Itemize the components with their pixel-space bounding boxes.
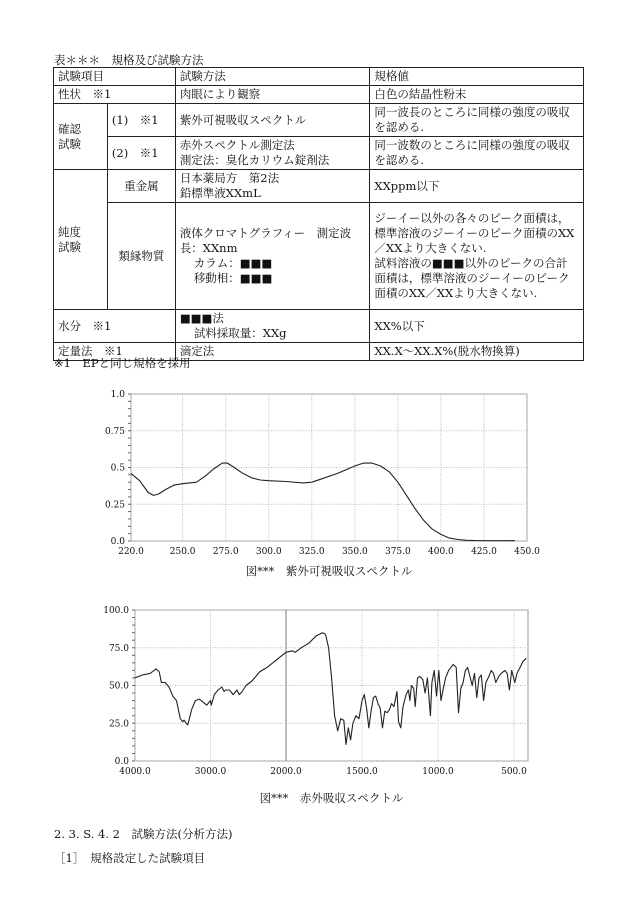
section-heading: 2. 3. S. 4. 2 試験方法(分析方法) [54,827,233,841]
x-tick-label: 400.0 [428,547,454,557]
spec-cell: 同一波数のところに同様の強度の吸収を認める. [370,137,584,170]
method-cell [175,137,370,170]
y-tick-label: 1.0 [110,390,125,400]
method-line: 鉛標準液XXmL [179,186,261,200]
x-tick-label: 375.0 [384,547,411,557]
item-cell: 性状 ※1 [54,86,176,104]
header-item: 試験項目 [54,68,176,86]
y-tick-label: 25.0 [108,719,129,730]
y-tick-label: 0.25 [104,500,125,511]
ir-spectrum-chart [95,600,535,810]
group-cell: 純度 試験 [54,170,108,310]
table-row [54,104,584,137]
x-tick-label: 300.0 [255,547,282,557]
y-tick-label: 100.0 [103,606,129,616]
spec-table [53,67,584,361]
y-tick-label: 75.0 [108,643,129,654]
x-tick-label: 2000.0 [270,767,302,777]
method-line: 日本薬局方 第2法 [179,171,280,185]
x-tick-label: 4000.0 [119,767,151,777]
spectrum-line [131,463,515,541]
subitem-cell: (1) ※1 [107,104,175,137]
chart-caption: 図*** 紫外可視吸収スペクトル [245,564,413,578]
section-subheading: ［1］ 規格設定した試験項目 [54,851,206,865]
method-line: 試料採取量：XXg [193,326,287,340]
group-cell: 確認 試験 [54,104,108,170]
uv-spectrum-chart [95,385,540,585]
table-header-row [54,68,584,86]
table-row [54,310,584,343]
x-tick-label: 350.0 [341,547,368,557]
x-tick-label: 450.0 [514,547,540,557]
x-tick-label: 3000.0 [194,767,227,777]
method-cell [175,170,370,203]
x-tick-label: 425.0 [471,547,497,557]
x-tick-label: 1000.0 [422,767,454,777]
spec-cell: XXppm以下 [370,170,584,203]
y-tick-label: 50.0 [108,681,129,692]
item-cell: 定量法 ※1 [54,343,176,361]
method-cell: 肉眼により観察 [175,86,370,104]
method-line: 赤外スペクトル測定法 [179,138,295,152]
method-cell: 滴定法 [175,343,370,361]
subitem-cell: 類縁物質 [107,203,175,310]
method-line: 測定法：臭化カリウム錠剤法 [179,153,330,167]
method-cell: 紫外可視吸収スペクトル [175,104,370,137]
y-tick-label: 0.5 [110,463,125,474]
spec-cell: 同一波長のところに同様の強度の吸収を認める. [370,104,584,137]
x-tick-label: 250.0 [169,547,196,557]
method-cell [175,203,370,310]
spec-line: 試料溶液の■■■以外のピークの合計面積は，標準溶液のジーイーのピーク面積のXX／XXより大きくない. [374,256,570,300]
spec-line: ジーイー以外の各々のピーク面積は，標準溶液のジーイーのピーク面積のXX／XXより大きくない. [374,211,575,255]
table-row [54,86,584,104]
x-tick-label: 500.0 [501,767,527,777]
y-tick-label: 0.0 [110,537,125,547]
table-row [54,203,584,310]
footnote: ※1 EPと同じ規格を採用 [54,356,191,370]
spec-cell: XX%以下 [370,310,584,343]
table-caption: 表＊＊＊ 規格及び試験方法 [54,53,204,67]
spec-cell: 白色の結晶性粉末 [370,86,584,104]
plot-frame [135,610,528,761]
spec-cell: XX.X～XX.X%(脱水物換算) [370,343,584,361]
method-line: ■■■法 [179,311,224,325]
subitem-cell: (2) ※1 [107,137,175,170]
item-cell: 水分 ※1 [54,310,176,343]
header-spec: 規格値 [370,68,584,86]
spec-cell [370,203,584,310]
method-line: カラム：■■■ [193,256,273,270]
table-row [54,170,584,203]
header-method: 試験方法 [175,68,370,86]
method-line: 液体クロマトグラフィー 測定波長：XXnm [179,226,352,255]
x-tick-label: 325.0 [298,547,325,557]
x-tick-label: 275.0 [212,547,239,557]
y-tick-label: 0.75 [104,426,125,437]
spectrum-line [135,633,526,745]
x-tick-label: 220.0 [118,547,144,557]
method-line: 移動相：■■■ [193,271,273,285]
y-tick-label: 0.0 [114,757,129,767]
x-tick-label: 1500.0 [346,767,378,777]
subitem-cell: 重金属 [107,170,175,203]
method-cell [175,310,370,343]
chart-caption: 図*** 赤外吸収スペクトル [259,791,404,805]
table-row [54,137,584,170]
